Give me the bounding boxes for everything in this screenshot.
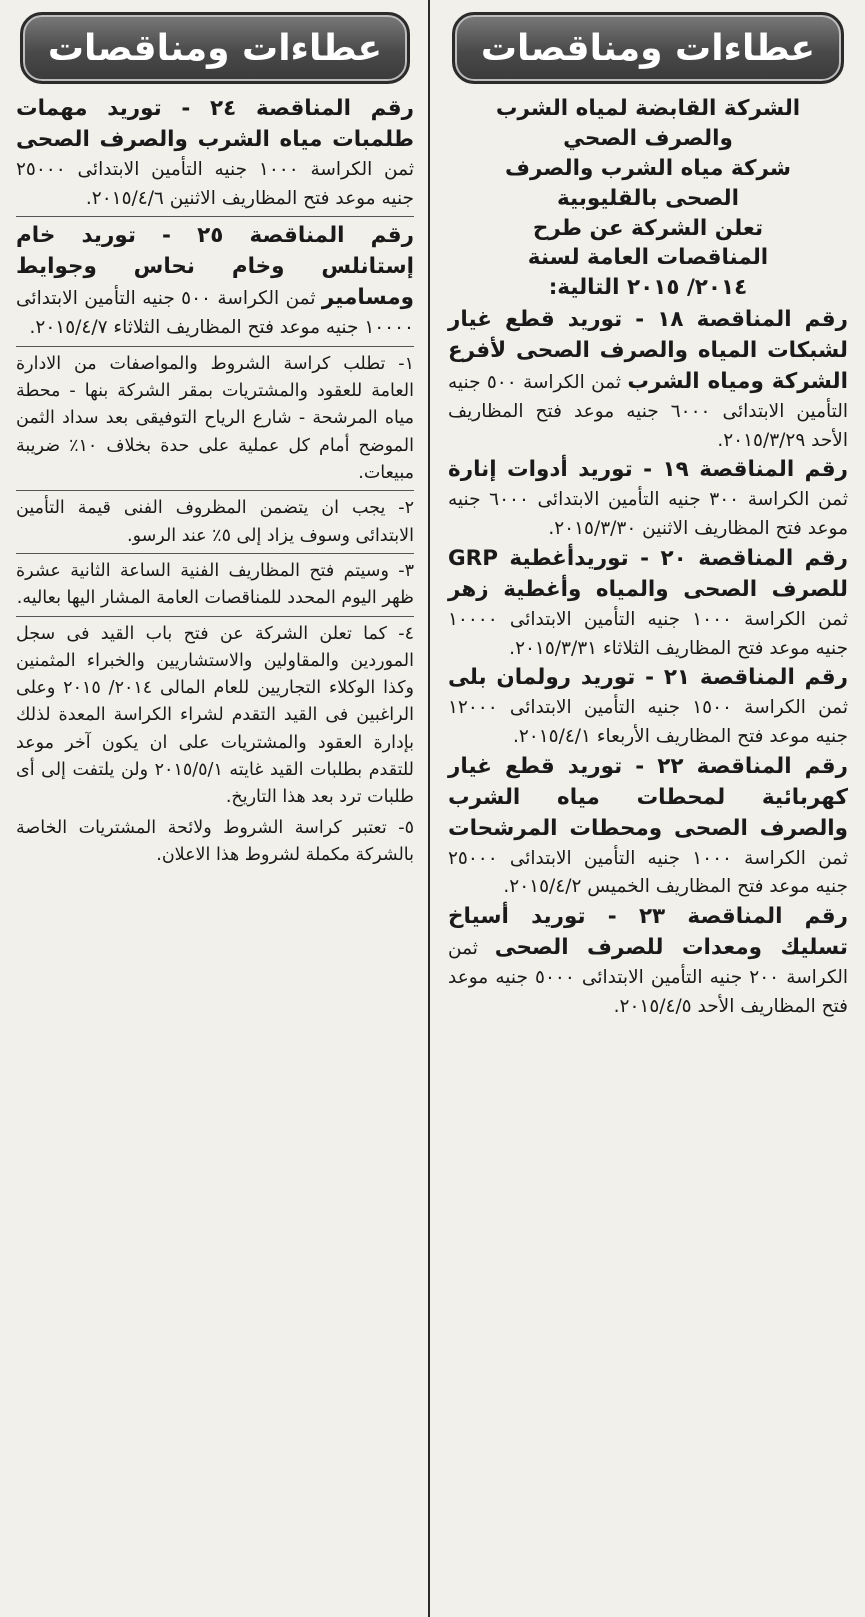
tender-heading: رقم المناقصة ٢١ - توريد رولمان بلى (448, 665, 848, 691)
separator-line (16, 490, 414, 491)
tender-heading: رقم المناقصة ١٩ - توريد أدوات إنارة (448, 457, 848, 483)
right-column (438, 0, 856, 1617)
separator-line (16, 216, 414, 217)
tender-heading: رقم المناقصة ٢٣ - توريد أسياخ تسليك ومعدات للصرف الصحى (448, 904, 848, 961)
intro-line: المناقصات العامة لسنة (527, 245, 769, 271)
tender-item (448, 544, 848, 663)
tender-item (448, 902, 848, 1021)
tender-details: ثمن الكراسة ٥٠٠ جنيه التأمين الابتدائى ١٠٠٠٠ جنيه موعد فتح المظاريف الثلاثاء ٢٠١٥/٤/٧. (16, 288, 414, 339)
intro-line: تعلن الشركة عن طرح (532, 215, 764, 241)
intro-line: شركة مياه الشرب والصرف (504, 155, 791, 181)
tender-item (16, 221, 414, 342)
terms-note: ٥- تعتبر كراسة الشروط ولائحة المشتريات الخاصة بالشركة مكملة لشروط هذا الاعلان. (16, 817, 414, 865)
tender-item (16, 94, 414, 213)
intro-line: ٢٠١٤/ ٢٠١٥ التالية: (548, 275, 748, 301)
intro-line: والصرف الصحي (563, 125, 733, 151)
tender-heading: رقم المناقصة ١٨ - توريد قطع غيار لشبكات المياه والصرف الصحى لأفرع الشركة ومياه الشرب (448, 307, 849, 394)
intro-line: الصحى بالقليوبية (557, 185, 739, 211)
tender-heading: رقم المناقصة ٢٥ - توريد خام إستانلس وخام نحاس وجوايط ومسامير (16, 223, 415, 311)
column-divider (428, 0, 430, 1617)
tender-heading: رقم المناقصة ٢٢ - توريد قطع غيار كهربائية لمحطات مياه الشرب والصرف الصحى ومحطات المرشحات (448, 754, 848, 841)
tender-item (448, 752, 848, 902)
section-banner: عطاءات ومناقصات (452, 12, 844, 84)
separator-line (16, 553, 414, 554)
tender-details: ثمن الكراسة ٢٠٠ جنيه التأمين الابتدائى ٥٠٠٠ جنيه موعد فتح المظاريف الأحد ٢٠١٥/٤/٥. (448, 938, 848, 1017)
section-banner: عطاءات ومناقصات (20, 12, 410, 84)
tender-details: ثمن الكراسة ٣٠٠ جنيه التأمين الابتدائى ٦٠٠٠ جنيه موعد فتح المظاريف الاثنين ٢٠١٥/٣/٣٠. (448, 489, 848, 540)
separator-line (16, 616, 414, 617)
intro-line: الشركة القابضة لمياه الشرب (495, 96, 801, 121)
separator-line (16, 346, 414, 347)
tender-heading: رقم المناقصة ٢٠ - توريدأغطية GRP للصرف الصحى والمياه وأغطية زهر (448, 546, 848, 602)
terms-note: ١- تطلب كراسة الشروط والمواصفات من الادارة العامة للعقود والمشتريات بمقر الشركة بنها - محطة مياه المرشحة - شارع الرياح التوفيقى بعد سداد الثمن الموضح أمام كل عملية على حدة بخلاف ١٠٪ ضريبة مبيعات. (16, 353, 414, 484)
tender-details: ثمن الكراسة ١٠٠٠ جنيه التأمين الابتدائى ٢٥٠٠٠ جنيه موعد فتح المظاريف الاثنين ٢٠١٥/٤/٦. (16, 158, 414, 209)
terms-note: ٣- وسيتم فتح المظاريف الفنية الساعة الثانية عشرة ظهر اليوم المحدد للمناقصات العامة المشار اليها بعاليه. (16, 560, 414, 609)
terms-note: ٤- كما تعلن الشركة عن فتح باب القيد فى سجل الموردين والمقاولين والاستشاريين والخبراء المثمنين وكذا الوكلاء التجاريين للعام المالى ٢٠١٤/ ٢٠١٥ وعلى الراغبين فى القيد التقدم لشراء الكراسة المعدة لذلك بإدارة العقود والمشتريات على ان يكون آخر موعد للتقدم بطلبات القيد غايته ٢٠١٥/٥/١ ولن يلتفت إلى أى طلبات ترد بعد هذا التاريخ. (16, 623, 414, 808)
tender-details: ثمن الكراسة ١٥٠٠ جنيه التأمين الابتدائى ١٢٠٠٠ جنيه موعد فتح المظاريف الأربعاء ٢٠١٥/٤/١. (448, 697, 848, 748)
tender-item (448, 663, 848, 752)
terms-note: ٢- يجب ان يتضمن المظروف الفنى قيمة التأمين الابتدائى وسوف يزاد إلى ٥٪ عند الرسو. (16, 498, 414, 546)
announcement-intro (448, 94, 848, 303)
tender-details: ثمن الكراسة ١٠٠٠ جنيه التأمين الابتدائى ١٠٠٠٠ جنيه موعد فتح المظاريف الثلاثاء ٢٠١٥/٣/٣١. (448, 608, 848, 659)
tender-item (448, 305, 848, 455)
left-column (8, 0, 420, 1617)
tender-details: ثمن الكراسة ٥٠٠ جنيه التأمين الابتدائى ٦٠٠٠ جنيه موعد فتح المظاريف الأحد ٢٠١٥/٣/٢٩. (448, 371, 848, 451)
tender-item (448, 455, 848, 544)
tender-details: ثمن الكراسة ١٠٠٠ جنيه التأمين الابتدائى ٢٥٠٠٠ جنيه موعد فتح المظاريف الخميس ٢٠١٥/٤/٢. (448, 847, 848, 898)
tender-heading: رقم المناقصة ٢٤ - توريد مهمات طلمبات مياه الشرب والصرف الصحى (16, 96, 414, 152)
